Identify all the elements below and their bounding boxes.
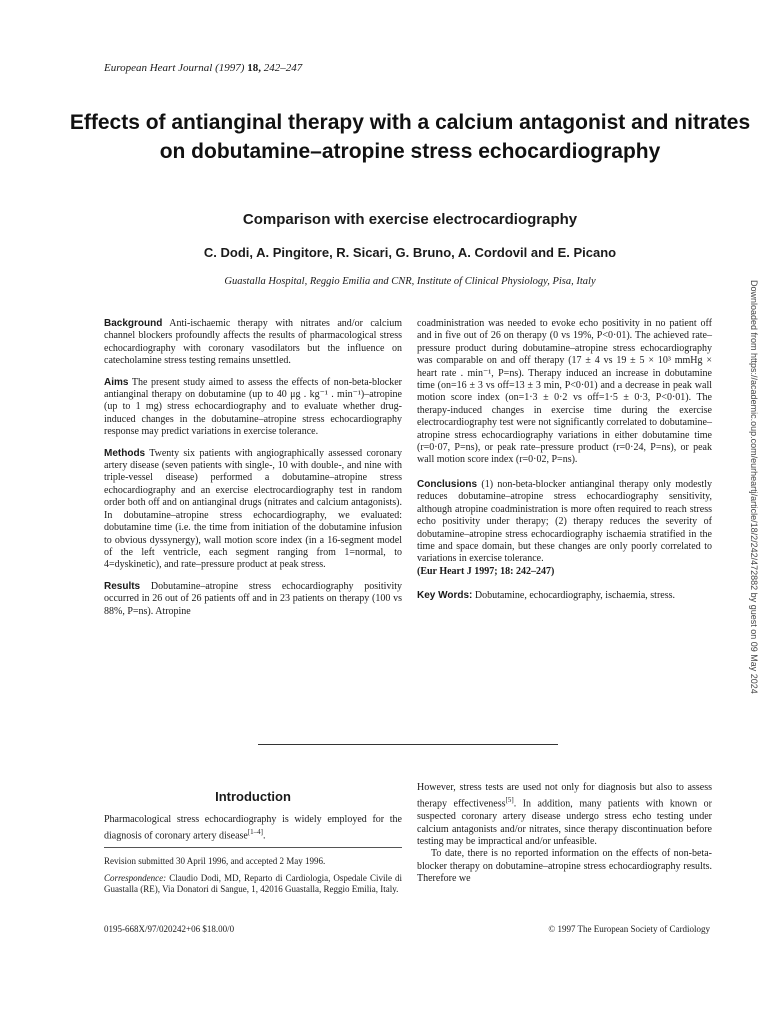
introduction-heading: Introduction — [215, 789, 291, 804]
revision-note: Revision submitted 30 April 1996, and accepted 2 May 1996. — [104, 856, 326, 866]
keywords-text: Dobutamine, echocardiography, ischaemia, stress. — [474, 590, 676, 602]
section-divider — [258, 744, 558, 745]
background-text: Anti-ischaemic therapy with nitrates and/or calcium channel blockers profoundly affects the results of pharmacological stress echocardiography with coronary vasodilators but the influence on catecholamine stress testing remains unsettled. — [104, 318, 402, 367]
abstract-left-column — [104, 318, 402, 627]
correspondence-label: Correspondence: — [104, 873, 167, 883]
conclusions-heading: Conclusions — [417, 478, 478, 490]
results-heading: Results — [104, 580, 141, 592]
author-list: C. Dodi, A. Pingitore, R. Sicari, G. Bruno, A. Cordovil and E. Picano — [203, 245, 617, 260]
correspondence-text: Claudio Dodi, MD, Reparto di Cardiologia, Ospedale Civile di Guastalla (RE), Via Donatori di Sangue, 1, 42016 Guastalla, Reggio Emilia, Italy. — [104, 873, 403, 894]
background-heading: Background — [104, 318, 163, 329]
footnotes — [104, 856, 402, 901]
aims-text: The present study aimed to assess the effects of non-beta-blocker antianginal therapy on dobutamine (up to 40 μg . kg⁻¹ . min⁻¹)–atropine (up to 1 mg) stress echocardiography and to evaluate whether drug-induced changes in the dobutamine–atropine stress echocardiography response may predict variations in exercise tolerance. — [104, 376, 402, 438]
journal-volume: 18, — [247, 62, 261, 74]
methods-text: Twenty six patients with angiographically assessed coronary artery disease (seven patients with single-, 10 with double-, and nine with triple-vessel disease) performed a dobutamine–atropine stress echocardiography and an exercise electrocardiography test in random order both off and on antianginal drugs (nitrates and calcium antagonists). In dobutamine–atropine stress echocardiography, we evaluated: dobutamine time (i.e. the time from initiation of the dobutamine infusion to obvious dyssynergy), wall motion score index (in a 16-segment model of the left ventricle, each segment ranging from 1=normal, to 4=dyskinetic), and rate–pressure product at peak stress. — [104, 447, 402, 571]
intro-right-text-2: . In addition, many patients with known or suspected coronary artery disease undergo stress echo testing under calcium antagonists and/or nitrates, since therapy discontinuation before testing may be impractical and/or unfeasible. — [417, 798, 712, 847]
citation: (Eur Heart J 1997; 18: 242–247) — [417, 565, 555, 577]
journal-name: European Heart Journal — [104, 62, 213, 74]
affiliation: Guastalla Hospital, Reggio Emilia and CNR, Institute of Clinical Physiology, Pisa, Italy — [224, 276, 596, 287]
abstract-right-column — [417, 318, 712, 612]
keywords — [417, 590, 712, 602]
results-continued: coadministration was needed to evoke echo positivity in no patient off and in five out of 26 on therapy (0 vs 19%, P<0·01). The achieved rate–pressure product during dobutamine–atropine stress echocardiography was comparable on and off therapy (17 ± 4 vs 19 ± 5 × 10³ mmHg × heart rate . min⁻¹, P=ns). Therapy induced an increase in dobutamine time (on=16 ± 3 vs off=13 ± 3 min, P<0·01) and a decrease in peak wall motion score index (on=1·3 ± 0·2 vs off=1·5 ± 0·3, P<0·01). The therapy-induced changes in exercise time during the exercise electrocardiography test were not significantly correlated to dobutamine–atropine stress echocardiography variations in either dobutamine time (r=0·07, P=ns), or peak rate–pressure product (r=0·24, P=ns), or peak wall motion score index (r=0·02, P=ns). — [417, 318, 712, 466]
article-code: 0195-668X/97/020242+06 $18.00/0 — [104, 924, 235, 934]
abstract-conclusions — [417, 479, 712, 578]
abstract-results — [104, 581, 402, 618]
journal-year: (1997) — [215, 62, 245, 74]
keywords-heading: Key Words: — [417, 590, 473, 602]
abstract-aims — [104, 377, 402, 439]
paper-subtitle: Comparison with exercise electrocardiography — [242, 211, 578, 228]
footnote-divider — [104, 847, 402, 848]
intro-left-text: Pharmacological stress echocardiography is widely employed for the diagnosis of coronary artery disease — [104, 814, 402, 842]
intro-left-ref: [1–4] — [247, 828, 264, 837]
results-text: Dobutamine–atropine stress echocardiography positivity occurred in 26 out of 26 patients off and in 23 patients on therapy (100 vs 88%, P=ns). Atropine — [104, 580, 402, 617]
methods-heading: Methods — [104, 447, 146, 459]
download-watermark: Downloaded from https://academic.oup.com/eurheartj/article/18/2/242/472882 by guest on 09 May 2024 — [749, 280, 759, 694]
intro-right-text-1: However, stress tests are used not only for diagnosis but also to assess therapy effectiveness — [417, 782, 712, 810]
abstract-methods — [104, 448, 402, 572]
introduction-right — [417, 782, 712, 895]
aims-heading: Aims — [104, 376, 129, 388]
journal-pages: 242–247 — [263, 62, 303, 74]
intro-paragraph-2 — [417, 782, 712, 848]
conclusions-text: (1) non-beta-blocker antianginal therapy only modestly reduces dobutamine–atropine stress echocardiography sensitivity, although atropine coadministration is more often required to reach stress echo positivity under therapy; (2) therapy reduces the severity of dobutamine–atropine stress echocardiography ischaemia stratified in the time and space domain, but these changes are only poorly correlated to variations in exercise tolerance. — [417, 478, 712, 565]
intro-paragraph-3: To date, there is no reported information on the effects of non-beta-blocker therapy on dobutamine–atropine stress echocardiography results. Therefore we — [417, 848, 712, 885]
paper-title: Effects of antianginal therapy with a calcium antagonist and nitrates on dobutamine–atropine stress echocardiography — [69, 111, 751, 163]
intro-right-ref: [5] — [505, 796, 514, 805]
intro-paragraph-1: Pharmacological stress echocardiography is widely employed for the diagnosis of coronary artery disease[1–4]. — [104, 814, 402, 842]
copyright-line: © 1997 The European Society of Cardiology — [548, 924, 710, 934]
abstract-background — [104, 318, 402, 368]
journal-header — [104, 62, 302, 74]
correspondence-note — [104, 873, 402, 895]
